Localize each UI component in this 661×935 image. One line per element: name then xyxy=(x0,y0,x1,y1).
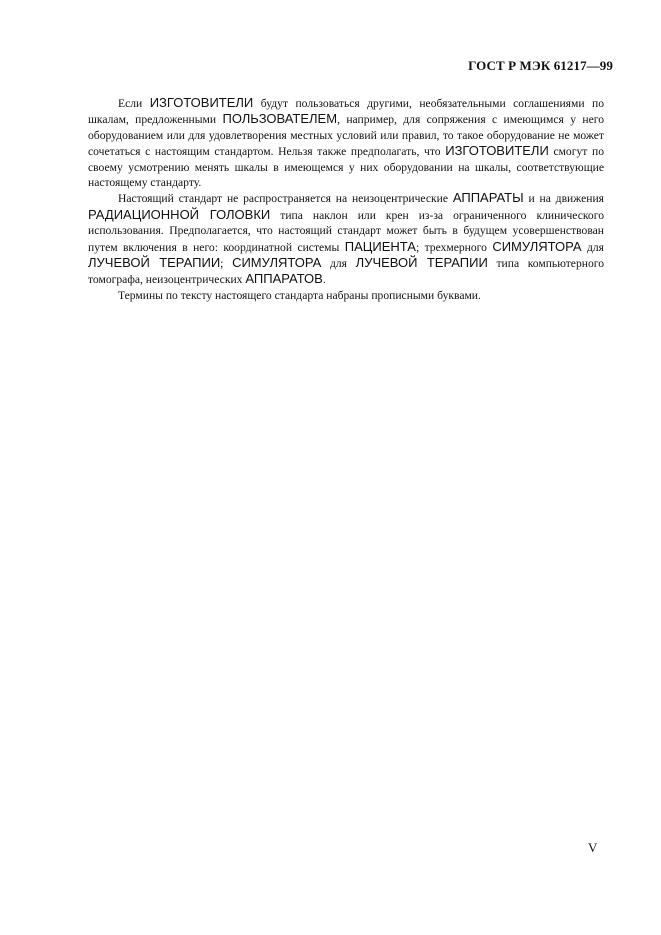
standard-header: ГОСТ Р МЭК 61217—99 xyxy=(468,58,613,73)
paragraph-2: Настоящий стандарт не распространяется на неизоцентрические АППАРАТЫ и на движения РАДИАЦИОННОЙ ГОЛОВКИ типа наклон или крен из-за ограниченного клинического использования. Предполагается, что настоящий стандарт может быть в будущем усовершенствован путем включения в него: координатной системы ПАЦИЕНТА; трехмерного СИМУЛЯТОРА для ЛУЧЕВОЙ ТЕРАПИИ; СИМУЛЯТОРА для ЛУЧЕВОЙ ТЕРАПИИ типа компьютерного томографа, неизоцентрических АППАРАТОВ. xyxy=(88,190,605,287)
defined-term: ИЗГОТОВИТЕЛИ xyxy=(149,95,254,110)
defined-term: ПОЛЬЗОВАТЕЛЕМ xyxy=(222,111,338,127)
document-body xyxy=(88,95,604,303)
defined-term: РАДИАЦИОННОЙ ГОЛОВКИ xyxy=(88,206,271,222)
defined-term: ЛУЧЕВОЙ ТЕРАПИИ xyxy=(88,255,221,271)
defined-term: АППАРАТОВ xyxy=(245,271,323,287)
defined-term: ПАЦИЕНТА xyxy=(344,238,416,254)
defined-term: ИЗГОТОВИТЕЛИ xyxy=(445,143,549,159)
page-number: V xyxy=(588,840,598,855)
paragraph-1: Если ИЗГОТОВИТЕЛИ будут пользоваться другими, необязательными соглашениями по шкалам, предложенными ПОЛЬЗОВАТЕЛЕМ, например, для сопряжения с имеющимся у него оборудованием или для удовлетворения местных условий или правил, то такое оборудование не может сочетаться с настоящим стандартом. Нельзя также предполагать, что ИЗГОТОВИТЕЛИ смогут по своему усмотрению менять шкалы в имеющемся у них оборудовании на шкалы, соответствующие настоящему стандарту. xyxy=(88,95,604,190)
defined-term: СИМУЛЯТОРА xyxy=(492,238,582,254)
defined-term: СИМУЛЯТОРА xyxy=(232,255,322,271)
paragraph-3: Термины по тексту настоящего стандарта набраны прописными буквами. xyxy=(118,288,481,302)
defined-term: АППАРАТЫ xyxy=(452,190,524,206)
defined-term: ЛУЧЕВОЙ ТЕРАПИИ xyxy=(355,255,488,271)
